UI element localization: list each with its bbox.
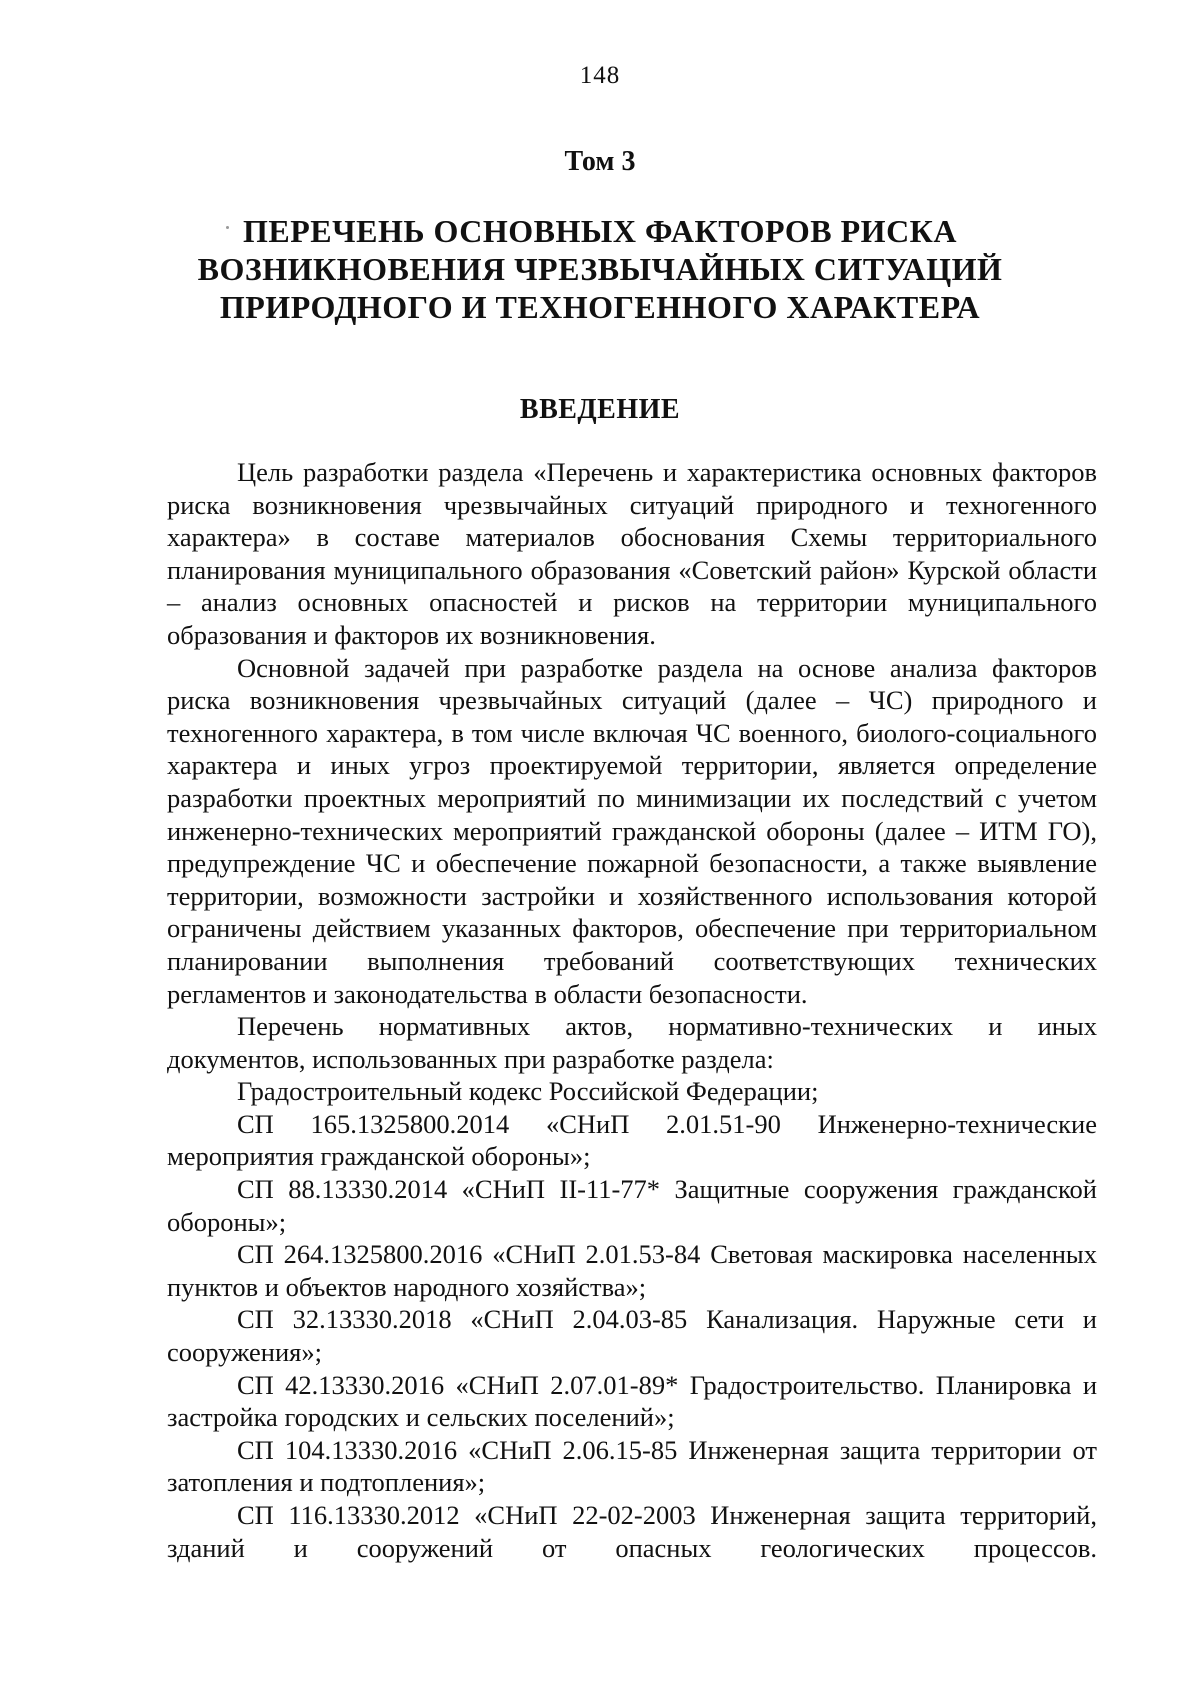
document-list-item: СП 42.13330.2016 «СНиП 2.07.01-89* Градостроительство. Планировка и застройка городских и сельских поселений»; <box>167 1369 1097 1433</box>
title-line: ВОЗНИКНОВЕНИЯ ЧРЕЗВЫЧАЙНЫХ СИТУАЦИЙ <box>197 251 1003 287</box>
section-title: ВВЕДЕНИЕ <box>519 394 681 425</box>
document-list-item: СП 32.13330.2018 «СНиП 2.04.03-85 Канализация. Наружные сети и сооружения»; <box>167 1304 1097 1368</box>
document-list-item: СП 104.13330.2016 «СНиП 2.06.15-85 Инженерная защита территории от затопления и подтопления»; <box>167 1434 1097 1498</box>
body-text <box>167 456 1097 1564</box>
scan-speck <box>226 226 229 229</box>
document-title <box>0 212 1200 326</box>
paragraph-main-task: Основной задачей при разработке раздела на основе анализа факторов риска возникновения чрезвычайных ситуаций (далее – ЧС) природного и техногенного характера, в том числе включая ЧС военного, биолого-социального характера и иных угроз проектируемой территории, является определение разработки проектных мероприятий по минимизации их последствий с учетом инженерно-технических мероприятий гражданской обороны (далее – ИТМ ГО), предупреждение ЧС и обеспечение пожарной безопасности, а также выявление территории, возможности застройки и хозяйственного использования которой ограничены действием указанных факторов, обеспечение при территориальном планировании выполнения требований соответствующих технических регламентов и законодательства в области безопасности. <box>167 652 1097 1009</box>
document-list-item: СП 116.13330.2012 «СНиП 22-02-2003 Инженерная защита территорий, зданий и сооружений от опасных геологических процессов. <box>167 1500 1097 1563</box>
document-list-item: СП 264.1325800.2016 «СНиП 2.01.53-84 Световая маскировка населенных пунктов и объектов народного хозяйства»; <box>167 1239 1097 1302</box>
document-list-item: СП 88.13330.2014 «СНиП II-11-77* Защитные сооружения гражданской обороны»; <box>167 1174 1097 1237</box>
paragraph-documents-intro: Перечень нормативных актов, нормативно-технических и иных документов, использованных при разработке раздела: <box>167 1011 1097 1074</box>
title-line: ПЕРЕЧЕНЬ ОСНОВНЫХ ФАКТОРОВ РИСКА <box>243 213 957 249</box>
volume-label: Том 3 <box>564 146 636 177</box>
page-number: 148 <box>579 62 621 89</box>
document-list-item: СП 165.1325800.2014 «СНиП 2.01.51-90 Инженерно-технические мероприятия гражданской обороны»; <box>167 1108 1097 1172</box>
document-list-item: Градостроительный кодекс Российской Федерации; <box>237 1076 819 1107</box>
title-line: ПРИРОДНОГО И ТЕХНОГЕННОГО ХАРАКТЕРА <box>219 289 981 325</box>
paragraph-purpose: Цель разработки раздела «Перечень и характеристика основных факторов риска возникновения чрезвычайных ситуаций природного и техногенного характера» в составе материалов обоснования Схемы территориального планирования муниципального образования «Советский район» Курской области – анализ основных опасностей и рисков на территории муниципального образования и факторов их возникновения. <box>167 457 1097 650</box>
